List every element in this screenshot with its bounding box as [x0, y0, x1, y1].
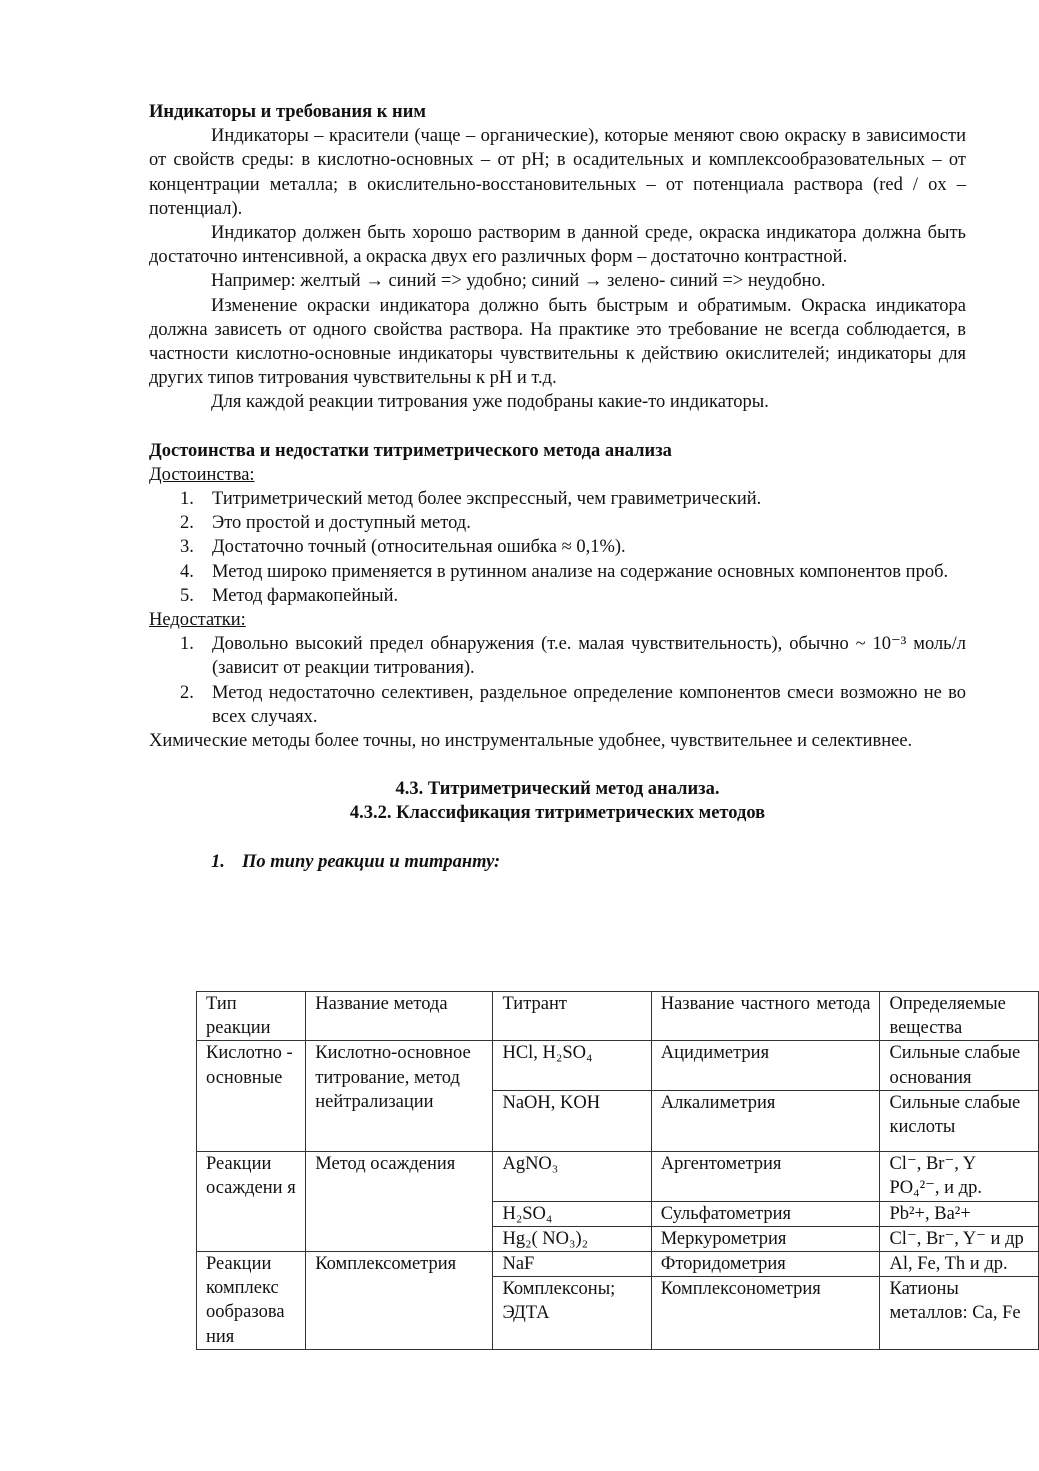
table-cell: NaOH, KOH	[493, 1090, 651, 1151]
table-cell: Фторидометрия	[651, 1252, 880, 1277]
table-cell: AgNO₃	[493, 1152, 651, 1201]
list-item: 3. Достаточно точный (относительная ошибка ≈ 0,1%).	[180, 537, 626, 558]
list-item: 5. Метод фармакопейный.	[180, 585, 399, 606]
conclusion-paragraph: Химические методы более точны, но инструментальные удобнее, чувствительнее и селективнее.	[149, 731, 913, 752]
table-cell: Ацидиметрия	[651, 1041, 880, 1090]
paragraph: Индикаторы – красители (чаще – органические), которые меняют свою окраску в зависимости от свойств среды: в кислотно-основных – от pH; в осадительных и комплексообразовательных – от концентрации металла; в окислительно-восстановительных – от потенциала раствора (red / ox – потенциал).	[149, 126, 966, 219]
table-cell: Реакции комплекс ообразова ния	[197, 1252, 306, 1350]
table-cell: Реакции осаждени я	[197, 1152, 306, 1252]
table-cell: Cl⁻, Br⁻, Y PO₄²⁻, и др.	[880, 1152, 1039, 1201]
list-item: 1. Титриметрический метод более экспрессный, чем гравиметрический.	[180, 489, 762, 510]
table-cell: NaF	[493, 1252, 651, 1277]
header-cell: Тип реакции	[197, 992, 306, 1041]
advantages-list	[149, 487, 966, 608]
table-cell: Кислотно - основные	[197, 1041, 306, 1152]
table-header-row	[197, 992, 1039, 1041]
table-row	[197, 1252, 1039, 1277]
table-cell: Метод осаждения	[306, 1152, 493, 1252]
table-row	[197, 1041, 1039, 1090]
paragraph: Изменение окраски индикатора должно быть быстрым и обратимым. Окраска индикатора должна зависеть от одного свойства раствора. На практике это требование не всегда соблюдается, в частности кислотно-основные индикаторы чувствительны к действию окислителей; индикаторы для других типов титрования чувствительны к pH и т.д.	[149, 295, 966, 389]
table-cell: Аргентометрия	[651, 1152, 880, 1201]
table-cell: Al, Fe, Th и др.	[880, 1252, 1039, 1277]
table-cell: HCl, H₂SO₄	[493, 1041, 651, 1090]
disadvantages-list	[149, 632, 966, 729]
table-cell: Hg₂( NO₃)₂	[493, 1226, 651, 1251]
paragraph: Например: желтый → синий => удобно; синий → зелено- синий => неудобно.	[211, 271, 826, 292]
list-item: 2. Метод недостаточно селективен, раздельное определение компонентов смеси возможно не во всех случаях.	[180, 682, 966, 727]
chapter-heading: 4.3. Титриметрический метод анализа.	[395, 779, 720, 800]
table-cell: Меркурометрия	[651, 1226, 880, 1251]
disadvantages-label: Недостатки:	[149, 610, 246, 631]
table-cell: Алкалиметрия	[651, 1090, 880, 1151]
table-cell: Cl⁻, Br⁻, Y⁻ и др	[880, 1226, 1039, 1251]
section-title-indicators: Индикаторы и требования к ним	[149, 102, 426, 122]
paragraph: Индикатор должен быть хорошо растворим в данной среде, окраска индикатора должна быть достаточно интенсивной, а окраска двух его различных форм – достаточно контрастной.	[149, 223, 966, 268]
subsection-heading: 1. По типу реакции и титранту:	[211, 851, 501, 872]
table-cell: Комплексометрия	[306, 1252, 493, 1350]
table-cell: Сульфатометрия	[651, 1201, 880, 1226]
table-cell: Катионы металлов: Ca, Fe	[880, 1277, 1039, 1350]
table-cell: Сильные слабые кислоты	[880, 1090, 1039, 1151]
table-cell: Сильные слабые основания	[880, 1041, 1039, 1090]
header-cell: Название метода	[306, 992, 493, 1041]
subchapter-heading: 4.3.2. Классификация титриметрических методов	[349, 803, 766, 824]
header-cell: Определяемые вещества	[880, 992, 1039, 1041]
header-cell: Название частного метода	[651, 992, 880, 1041]
table-row	[197, 1152, 1039, 1201]
table-cell: Кислотно-основное титрование, метод нейтрализации	[306, 1041, 493, 1152]
table-cell: Комплексонометрия	[651, 1277, 880, 1350]
section-title-pros-cons: Достоинства и недостатки титриметрического метода анализа	[149, 440, 672, 461]
table-cell: Pb²+, Ba²+	[880, 1201, 1039, 1226]
list-item: 1. Довольно высокий предел обнаружения (т.е. малая чувствительность), обычно ~ 10⁻³ моль/л (зависит от реакции титрования).	[180, 634, 966, 679]
page-body	[149, 100, 966, 874]
advantages-label: Достоинства:	[149, 464, 255, 485]
table-cell: H₂SO₄	[493, 1201, 651, 1226]
paragraph: Для каждой реакции титрования уже подобраны какие-то индикаторы.	[211, 392, 769, 413]
table-cell: Комплексоны; ЭДТА	[493, 1277, 651, 1350]
list-item: 4. Метод широко применяется в рутинном анализе на содержание основных компонентов проб.	[180, 561, 949, 582]
classification-table	[196, 991, 1039, 1350]
header-cell: Титрант	[493, 992, 651, 1041]
list-item: 2. Это простой и доступный метод.	[180, 513, 471, 534]
